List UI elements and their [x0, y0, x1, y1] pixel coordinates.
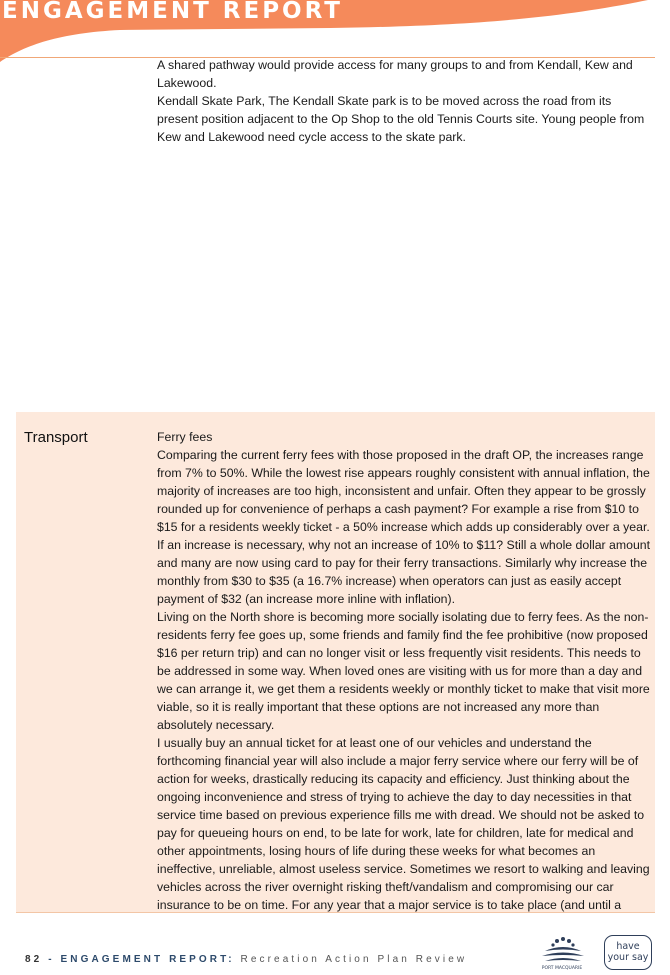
footer-separator: -: [42, 954, 61, 965]
page-number: 82: [25, 954, 43, 965]
transport-row: [16, 412, 655, 913]
paragraph: Kendall Skate Park, The Kendall Skate park is to be moved across the road from its present position adjacent to the Op Shop to the old Tennis Courts site. Young people from Kew and Lakewood need cycle access to the skate park.: [157, 94, 645, 144]
footer-report-subtitle: Recreation Action Plan Review: [234, 954, 468, 965]
report-header: [0, 0, 670, 62]
header-title: ENGAGEMENT REPORT: [2, 0, 343, 24]
row-label-transport: Transport: [24, 429, 88, 446]
footer-report-label: ENGAGEMENT REPORT:: [60, 954, 235, 965]
council-logo-text: PORT MACQUARIE: [541, 966, 583, 970]
transport-comments: [157, 428, 651, 913]
paragraph: Comparing the current ferry fees with those proposed in the draft OP, the increases range from 7% to 50%. While the lowest rise appears roughly consistent with annual inflation, the majority of increases are too high, inconsistent and unfair. Often they appear to be grossly rounded up for convenience of perhaps a cash payment? For example a rise from $10 to $15 for a residents weekly ticket - a 50% increase which adds up considerably over a year. If an increase is necessary, why not an increase of 10% to $11? Still a whole dollar amount and many are now using card to pay for their ferry transactions. Similarly why increase the monthly from $30 to $35 (a 16.7% increase) when operators can just as easily accept payment of $32 (an increase more inline with inflation).: [157, 448, 651, 606]
badge-line: your say: [607, 952, 649, 963]
have-your-say-badge: [604, 935, 652, 970]
paragraph: I usually buy an annual ticket for at least one of our vehicles and understand the forthcoming financial year will also include a major ferry service where our ferry will be of action for weeks, drastically reducing its capacity and efficiency. Just thinking about the ongoing inconvenience and stress of trying to achieve the day to day necessities in that service time based on previous experience fills me with dread. We should not be asked to pay for queueing hours on end, to be late for work, late for children, late for medical and other appointments, losing hours of life during these weeks for what becomes an ineffective, unreliable, almost useless service. Sometimes we resort to walking and leaving vehicles across the river overnight risking theft/vandalism and compromising our car insurance to be on time. For any year that a major service is to take place (and until a: [157, 736, 650, 912]
paragraph-heading: Ferry fees: [157, 430, 213, 444]
council-logo: [533, 935, 591, 970]
council-logo-icon: [533, 935, 591, 970]
paragraph: Living on the North shore is becoming more socially isolating due to ferry fees. As the non-residents ferry fee goes up, some friends and family find the fee prohibitive (now proposed $16 per return trip) and can no longer visit or less frequently visit residents. This needs to be addressed in some way. When loved ones are visiting with us for more than a day and we can arrange it, we get them a residents weekly or monthly ticket to make that visit more viable, so it is really important that these options are not increased any more than absolutely necessary.: [157, 610, 650, 732]
top-section-text: [157, 56, 650, 146]
paragraph: A shared pathway would provide access for many groups to and from Kendall, Kew and Lakewood.: [157, 58, 633, 90]
badge-line: have: [616, 941, 640, 952]
footer-text: [25, 954, 467, 965]
